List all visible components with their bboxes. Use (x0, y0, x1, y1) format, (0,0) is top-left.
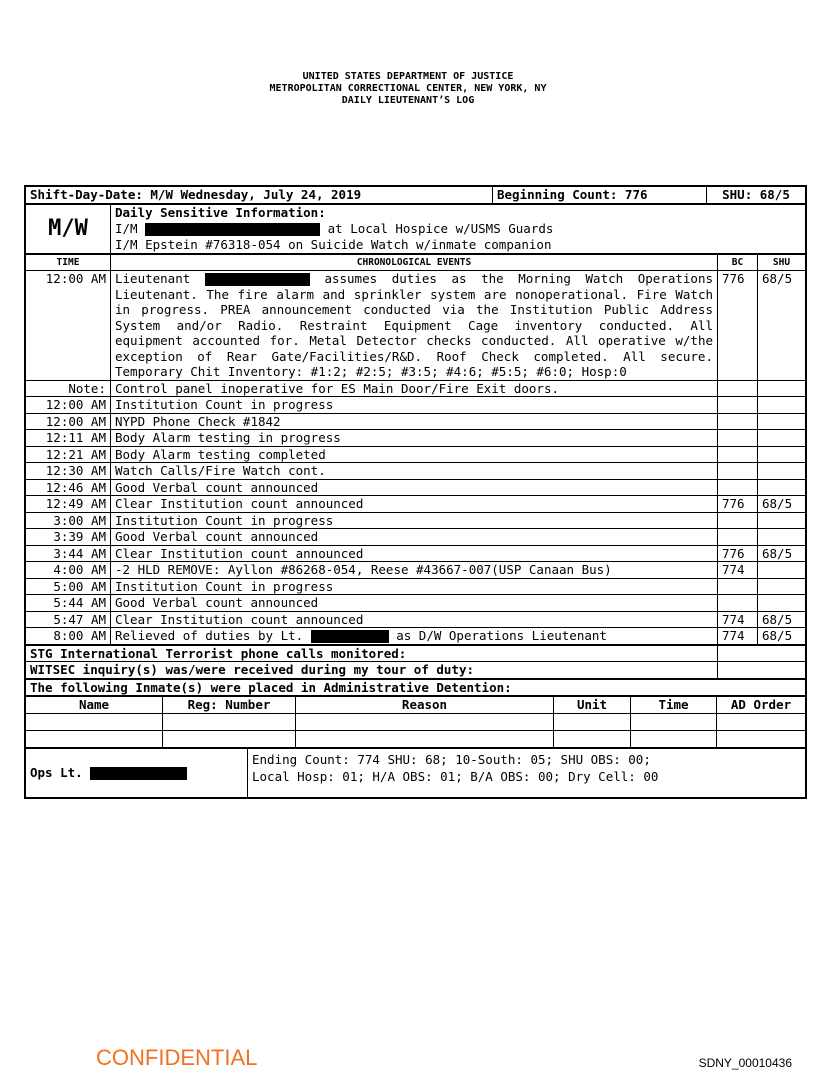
entry-event: NYPD Phone Check #1842 (111, 413, 718, 430)
entry-shu: 68/5 (758, 496, 806, 513)
entry-bc: 774 (718, 628, 758, 645)
entry-time: 5:00 AM (26, 578, 111, 595)
entry-time: 3:00 AM (26, 512, 111, 529)
entry-event: Body Alarm testing in progress (111, 430, 718, 447)
entry-event: Institution Count in progress (111, 397, 718, 414)
entry-event: Good Verbal count announced (111, 529, 718, 546)
monitoring-notes (25, 645, 806, 679)
admin-col-ad-order: AD Order (717, 697, 806, 714)
sensitive-info-section (25, 204, 806, 254)
ending-count: Ending Count: 774 SHU: 68; 10-South: 05; SHU OBS: 00; Local Hosp: 01; H/A OBS: 01; B/A OBS: 00; Dry Cell: 00 (248, 748, 806, 797)
entry-bc: 776 (718, 496, 758, 513)
entry-event: Lieutenant assumes duties as the Morning Watch Operations Lieutenant. The fire alarm and sprinkler system are nonoperational. Fire Watch in progress. PREA announcement conducted via the Institution Public Address System and/or Radio. Restraint Equipment Cage inventory conducted. All equipment accounted for. Metal Detector checks conducted. All operative w/the exception of Rear Gate/Facilities/R&D. Roof Check completed. All secure. Temporary Chit Inventory: #1:2; #2:5; #3:5; #4:6; #5:5; #6:0; Hosp:0 (111, 271, 718, 381)
stg-note: STG International Terrorist phone calls monitored: (26, 645, 718, 662)
table-row (26, 271, 806, 381)
entry-event: Control panel inoperative for ES Main Door/Fire Exit doors. (111, 380, 718, 397)
entry-shu (758, 446, 806, 463)
entry-time: 4:00 AM (26, 562, 111, 579)
entry-bc (718, 463, 758, 480)
chronological-events-table (25, 254, 806, 645)
ending-count-section (25, 748, 806, 798)
entry-time: 12:21 AM (26, 446, 111, 463)
entry-time: 12:46 AM (26, 479, 111, 496)
entry-shu (758, 397, 806, 414)
document-header (0, 71, 816, 107)
shift-summary-row (25, 186, 806, 204)
entry-bc (718, 446, 758, 463)
table-row (26, 397, 806, 414)
redaction-bar (311, 630, 389, 643)
entry-bc (718, 479, 758, 496)
entry-event: Watch Calls/Fire Watch cont. (111, 463, 718, 480)
table-row (26, 496, 806, 513)
entry-bc (718, 430, 758, 447)
witsec-note: WITSEC inquiry(s) was/were received during my tour of duty: (26, 662, 718, 679)
redaction-bar (90, 767, 187, 780)
entry-event: Relieved of duties by Lt. as D/W Operations Lieutenant (111, 628, 718, 645)
col-shu: SHU (758, 254, 806, 271)
entry-bc: 774 (718, 611, 758, 628)
admin-col-name: Name (26, 697, 163, 714)
table-row (26, 545, 806, 562)
log-title: DAILY LIEUTENANT’S LOG (341, 95, 475, 106)
facility-title: METROPOLITAN CORRECTIONAL CENTER, NEW YORK, NY (269, 83, 547, 94)
entry-event: -2 HLD REMOVE: Ayllon #86268-054, Reese #43667-007(USP Canaan Bus) (111, 562, 718, 579)
entry-bc (718, 413, 758, 430)
table-row (26, 578, 806, 595)
entry-shu: 68/5 (758, 271, 806, 381)
entry-time: Note: (26, 380, 111, 397)
entry-event: Good Verbal count announced (111, 595, 718, 612)
beginning-count: Beginning Count: 776 (493, 187, 707, 204)
shu-count: SHU: 68/5 (707, 187, 806, 204)
table-row (26, 430, 806, 447)
table-row (26, 628, 806, 645)
entry-shu (758, 512, 806, 529)
agency-title: UNITED STATES DEPARTMENT OF JUSTICE (302, 71, 514, 82)
sensitive-info-line-2: I/M Epstein #76318-054 on Suicide Watch w/inmate companion (115, 236, 552, 252)
entry-time: 12:00 AM (26, 413, 111, 430)
entry-event: Institution Count in progress (111, 578, 718, 595)
entry-bc (718, 380, 758, 397)
table-row (26, 713, 806, 730)
table-row (26, 380, 806, 397)
ops-lieutenant: Ops Lt. (26, 748, 248, 797)
entry-shu (758, 562, 806, 579)
table-row (26, 595, 806, 612)
entry-shu (758, 380, 806, 397)
entry-bc (718, 595, 758, 612)
entry-time: 3:44 AM (26, 545, 111, 562)
entry-shu (758, 479, 806, 496)
entry-bc (718, 578, 758, 595)
entry-shu (758, 595, 806, 612)
table-row (26, 529, 806, 546)
entry-event: Body Alarm testing completed (111, 446, 718, 463)
admin-col-reason: Reason (296, 697, 554, 714)
table-row (26, 479, 806, 496)
entry-bc (718, 512, 758, 529)
entry-time: 12:49 AM (26, 496, 111, 513)
entry-shu: 68/5 (758, 628, 806, 645)
admin-col-time: Time (631, 697, 717, 714)
entry-time: 12:11 AM (26, 430, 111, 447)
table-row (26, 611, 806, 628)
col-bc: BC (718, 254, 758, 271)
table-row (26, 512, 806, 529)
table-row (26, 463, 806, 480)
shift-code: M/W (26, 204, 111, 253)
sensitive-info-line-1: I/M at Local Hospice w/USMS Guards (115, 220, 554, 236)
table-row (26, 446, 806, 463)
redaction-bar (145, 223, 320, 236)
entry-shu (758, 578, 806, 595)
entry-time: 12:00 AM (26, 271, 111, 381)
table-row (26, 413, 806, 430)
entry-bc: 776 (718, 545, 758, 562)
shift-day-date: Shift-Day-Date: M/W Wednesday, July 24, 2019 (26, 187, 493, 204)
admin-detention-note: The following Inmate(s) were placed in Administrative Detention: (26, 679, 806, 696)
redaction-bar (205, 273, 310, 286)
entry-event: Good Verbal count announced (111, 479, 718, 496)
entry-time: 5:47 AM (26, 611, 111, 628)
entry-time: 3:39 AM (26, 529, 111, 546)
entry-time: 5:44 AM (26, 595, 111, 612)
sensitive-info-title: Daily Sensitive Information: (115, 204, 326, 220)
col-events: CHRONOLOGICAL EVENTS (111, 254, 718, 271)
col-time: TIME (26, 254, 111, 271)
table-row (26, 562, 806, 579)
entry-shu: 68/5 (758, 611, 806, 628)
admin-col-reg: Reg: Number (163, 697, 296, 714)
entry-shu (758, 529, 806, 546)
admin-col-unit: Unit (554, 697, 631, 714)
entry-event: Institution Count in progress (111, 512, 718, 529)
entry-event: Clear Institution count announced (111, 545, 718, 562)
confidential-stamp: CONFIDENTIAL (96, 1045, 258, 1070)
admin-detention-table (25, 696, 806, 748)
entry-bc (718, 397, 758, 414)
entry-shu: 68/5 (758, 545, 806, 562)
entry-event: Clear Institution count announced (111, 611, 718, 628)
entry-bc: 776 (718, 271, 758, 381)
entry-time: 12:00 AM (26, 397, 111, 414)
entry-bc (718, 529, 758, 546)
entry-time: 12:30 AM (26, 463, 111, 480)
entry-shu (758, 430, 806, 447)
lieutenant-log (24, 185, 807, 799)
entry-bc: 774 (718, 562, 758, 579)
entry-shu (758, 413, 806, 430)
entry-shu (758, 463, 806, 480)
entry-time: 8:00 AM (26, 628, 111, 645)
bates-number: SDNY_00010436 (698, 1056, 792, 1070)
entry-event: Clear Institution count announced (111, 496, 718, 513)
table-row (26, 730, 806, 747)
admin-detention-section (25, 679, 806, 697)
